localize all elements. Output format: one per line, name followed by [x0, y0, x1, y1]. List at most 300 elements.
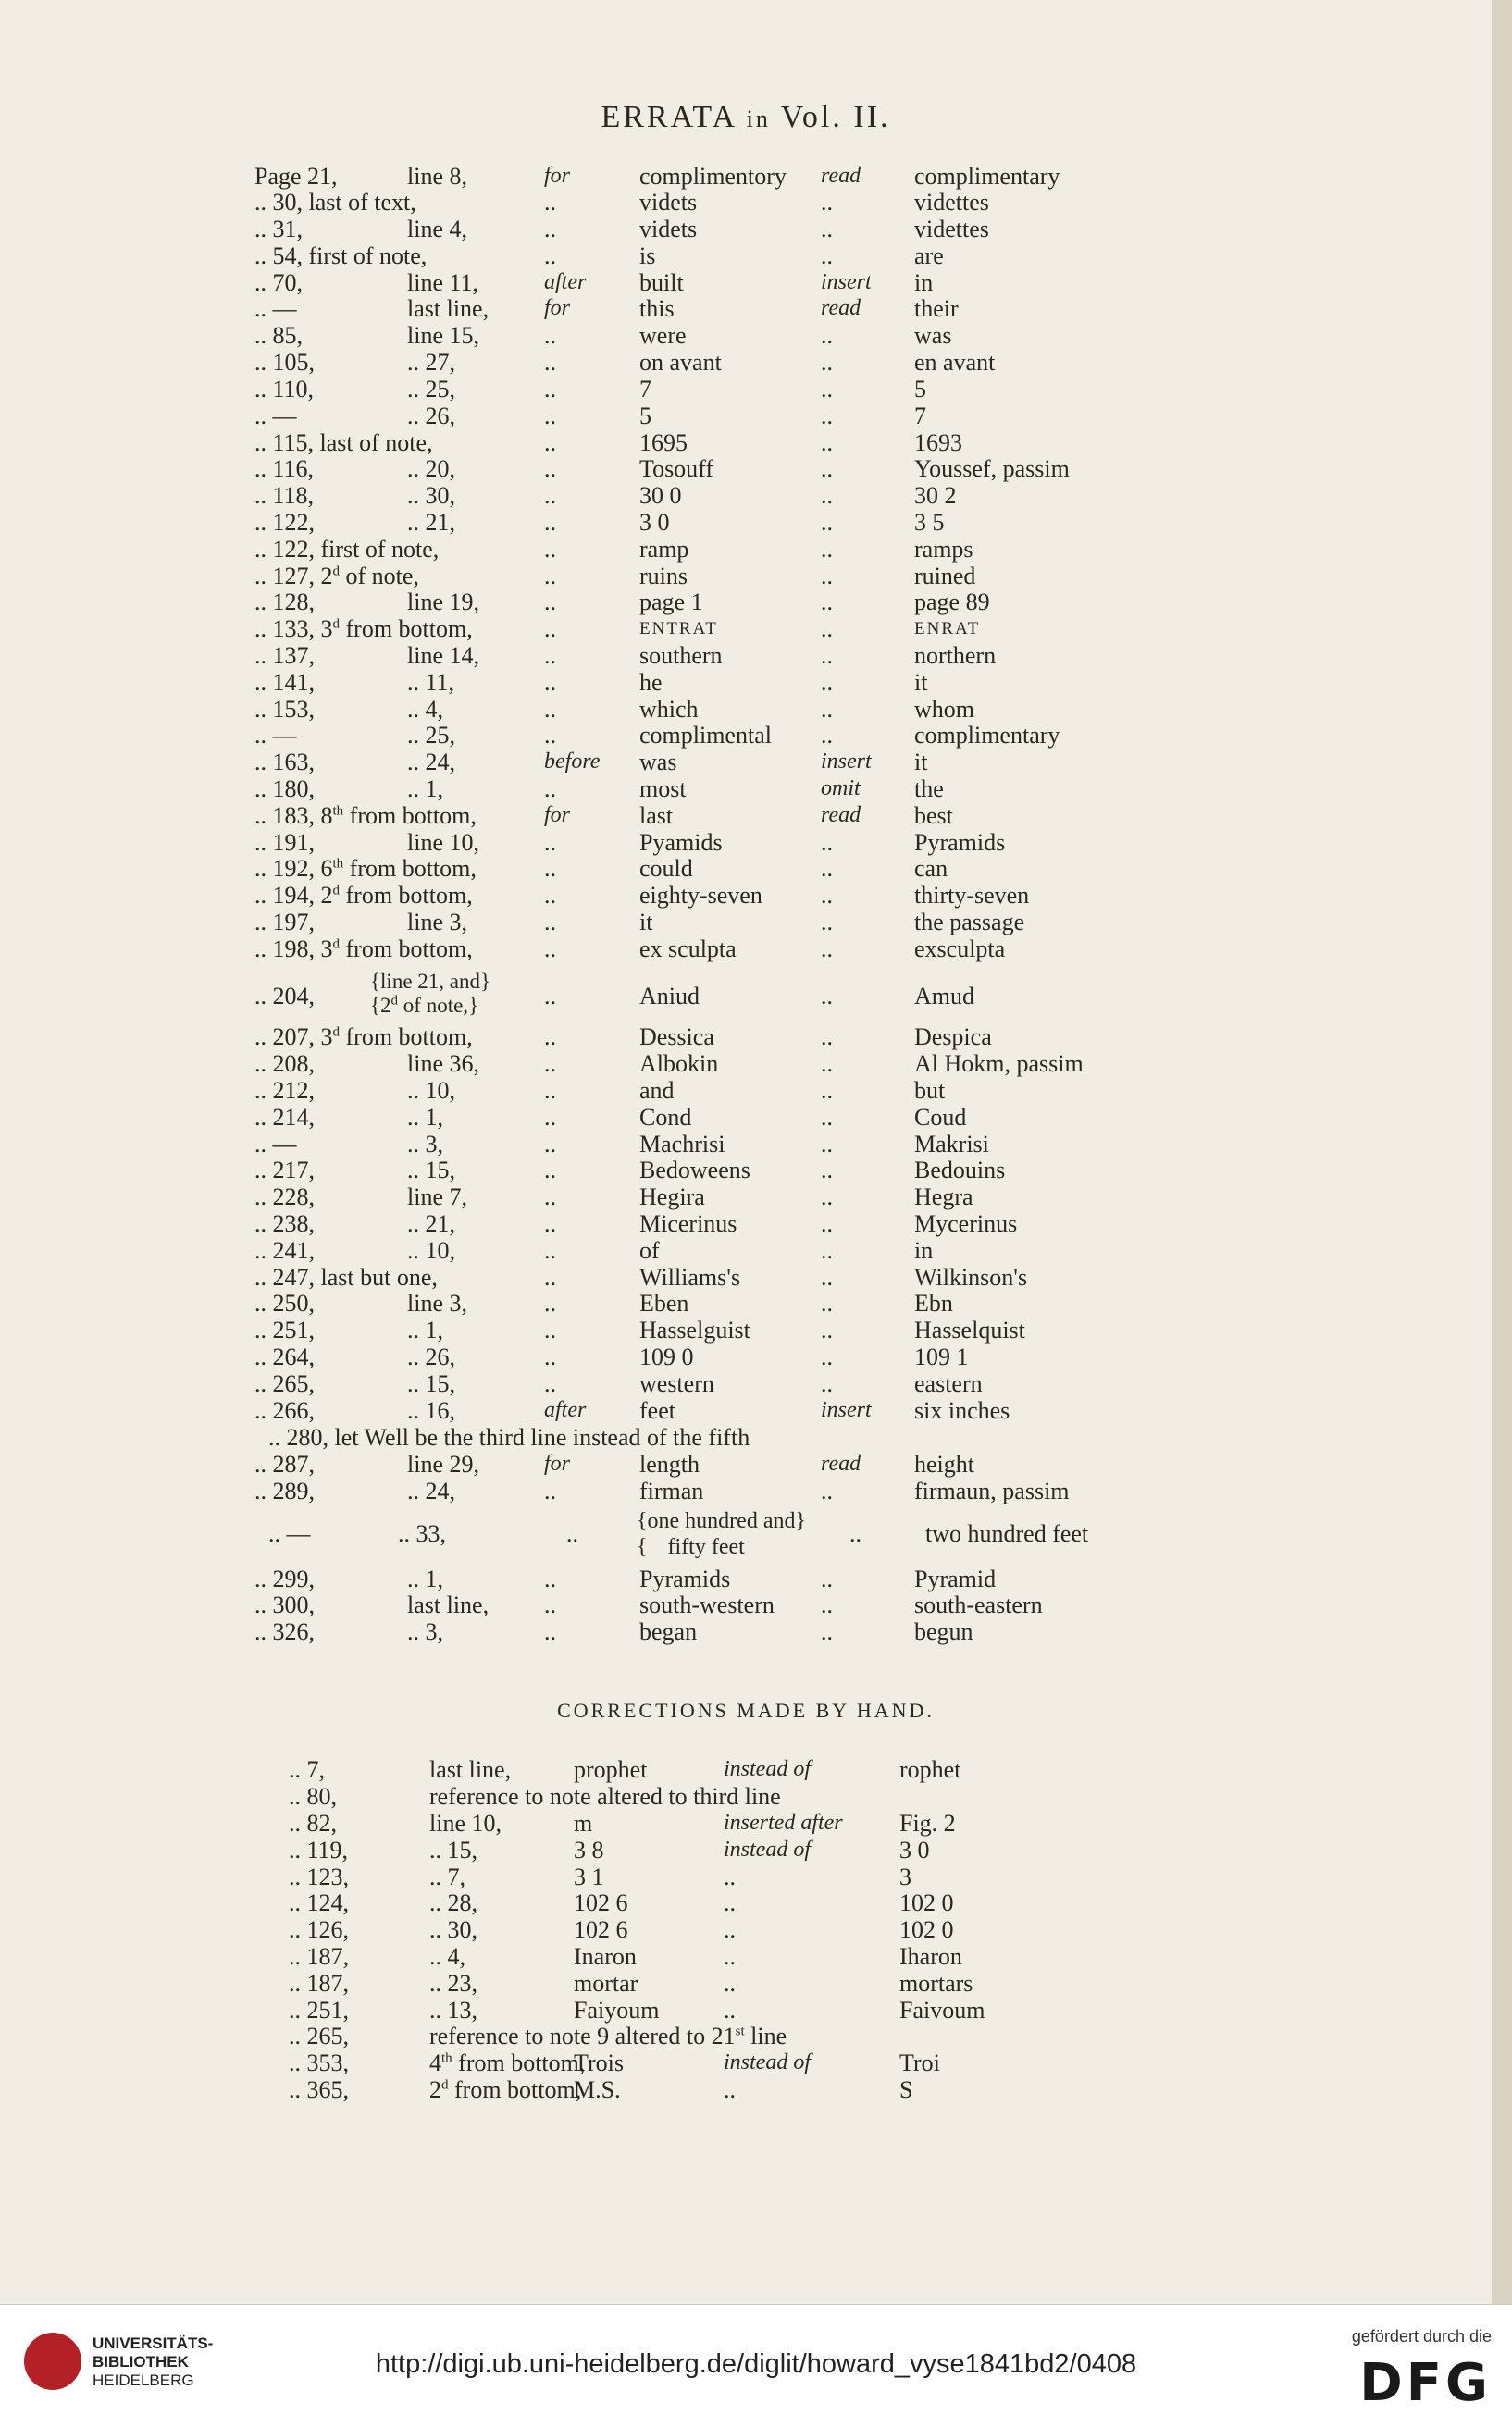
- cell-mode: ..: [821, 1131, 833, 1158]
- cell-correct: it: [914, 749, 928, 775]
- cell-cond: before: [544, 749, 601, 774]
- cell-wrong: Trois: [574, 2049, 624, 2076]
- cell-cond: ..: [544, 1344, 556, 1370]
- cell-correct: Faivoum: [899, 1997, 985, 2024]
- cell-page: .. 191,: [254, 829, 315, 856]
- cell-cond: ..: [544, 455, 556, 482]
- cell-page: .. 300,: [254, 1591, 315, 1618]
- cell-line: .. 10,: [407, 1237, 455, 1264]
- cell-wrong: Pyramids: [639, 1566, 731, 1592]
- cell-wrong: and: [639, 1077, 675, 1104]
- cell-wrong: it: [639, 909, 653, 935]
- cell-line: line 4,: [407, 216, 467, 242]
- cell-cond: ..: [544, 775, 556, 802]
- cell-mode: ..: [724, 1916, 736, 1943]
- cell-correct: Mycerinus: [914, 1210, 1018, 1237]
- cell-wrong: which: [639, 696, 699, 723]
- cell-wrong: of: [639, 1237, 660, 1264]
- cell-mode: ..: [821, 1591, 833, 1618]
- title-word: ERRATA: [601, 100, 737, 134]
- cell-correct: Pyramids: [914, 829, 1006, 856]
- cell-line: .. 25,: [407, 376, 455, 402]
- cell-cond: ..: [544, 189, 556, 216]
- cell-mode: ..: [821, 1050, 833, 1077]
- cell-page: .. —: [254, 1131, 297, 1158]
- cell-cond: for: [544, 803, 571, 827]
- cell-correct: 3: [899, 1864, 911, 1890]
- cell-wrong: southern: [639, 642, 723, 669]
- cell-line: .. 25,: [407, 722, 455, 749]
- cell-page: .. 105,: [254, 349, 315, 376]
- cell-cond: for: [544, 164, 571, 188]
- cell-mode: ..: [821, 615, 833, 642]
- cell-correct: videttes: [914, 216, 989, 242]
- cell-line: .. 7,: [429, 1864, 465, 1890]
- cell-page: .. 228,: [254, 1183, 315, 1210]
- cell-mode: ..: [821, 696, 833, 723]
- cell-mode: ..: [821, 855, 833, 882]
- brace-hundred-line2: fifty feet: [667, 1535, 745, 1559]
- cell-correct: Troi: [899, 2049, 940, 2076]
- cell-page: .. 119,: [289, 1837, 349, 1864]
- scan-edge: [1492, 0, 1512, 2304]
- cell-line: .. 13,: [429, 1997, 477, 2024]
- cell-line: line 14,: [407, 642, 479, 669]
- cell-wrong: Bedoweens: [639, 1157, 750, 1183]
- cell-line: .. 10,: [407, 1077, 455, 1104]
- title-in: in: [746, 105, 771, 132]
- cell-page: .. 124,: [289, 1889, 349, 1916]
- cell-line: .. 26,: [407, 402, 455, 429]
- cell-page: Page 21,: [254, 163, 338, 190]
- cell-line: .. 30,: [407, 482, 455, 509]
- cell-correct: videttes: [914, 189, 989, 216]
- cell-mode: ..: [821, 1290, 833, 1317]
- footer-bar: [0, 2304, 1512, 2427]
- cell-line: .. 27,: [407, 349, 455, 376]
- cell-correct: northern: [914, 642, 997, 669]
- cell-page: .. 266,: [254, 1397, 315, 1424]
- cell-page: .. —: [254, 402, 297, 429]
- brace-note-hundred: {one hundred and} { fifty feet: [637, 1509, 807, 1559]
- cell-wrong: complimental: [639, 722, 772, 749]
- cell-page: .. 192, 6th from bottom,: [254, 855, 477, 882]
- cell-cond: ..: [544, 1290, 556, 1317]
- cell-page: .. 110,: [254, 376, 315, 402]
- cell-page: .. 251,: [289, 1997, 349, 2024]
- cell-line: line 29,: [407, 1451, 479, 1478]
- cell-mode: ..: [821, 1317, 833, 1344]
- cell-correct: their: [914, 295, 959, 322]
- cell-wrong: 3 1: [574, 1864, 604, 1890]
- cell-page: .. 141,: [254, 669, 315, 696]
- cell-wrong: this: [639, 295, 675, 322]
- cell-mode: ..: [821, 983, 833, 1009]
- cell-page: .. 31,: [254, 216, 303, 242]
- cell-page: .. 204,: [254, 983, 315, 1009]
- cell-page: .. 126,: [289, 1916, 349, 1943]
- cell-cond: for: [544, 1452, 571, 1476]
- cell-mode: ..: [821, 1210, 833, 1237]
- cell-wrong: Machrisi: [639, 1131, 725, 1158]
- cell-correct: but: [914, 1077, 946, 1104]
- ub-line2: BIBLIOTHEK: [93, 2353, 189, 2371]
- cell-mode: ..: [821, 242, 833, 269]
- cell-correct: eastern: [914, 1370, 983, 1397]
- cell-wrong: south-western: [639, 1591, 775, 1618]
- cell-correct: en avant: [914, 349, 996, 376]
- cell-wrong: Williams's: [639, 1264, 741, 1291]
- cell-cond: ..: [544, 1131, 556, 1158]
- cell-cond: ..: [566, 1520, 578, 1547]
- cell-line: .. 15,: [429, 1837, 477, 1864]
- ub-line1: UNIVERSITÄTS-: [93, 2334, 214, 2352]
- cell-line: .. 1,: [407, 1104, 443, 1131]
- cell-cond: ..: [544, 1183, 556, 1210]
- cell-wrong: is: [639, 242, 656, 269]
- cell-correct: two hundred feet: [925, 1520, 1089, 1547]
- cell-correct: complimentary: [914, 722, 1060, 749]
- cell-mode: ..: [821, 349, 833, 376]
- cell-cond: ..: [544, 882, 556, 909]
- cell-mode: ..: [821, 1566, 833, 1592]
- brace-line2: 2$^d$ of note,: [380, 993, 469, 1017]
- cell-correct: Hegra: [914, 1183, 973, 1210]
- cell-page: .. 133, 3$^d$ from bottom,: [254, 615, 473, 642]
- corrections-title: CORRECTIONS MADE BY HAND.: [557, 1699, 935, 1722]
- cell-wrong: Tosouff: [639, 455, 714, 482]
- cell-wrong: m: [574, 1810, 593, 1837]
- cell-page: .. 30, last of text,: [254, 189, 416, 216]
- cell-line: line 7,: [407, 1183, 467, 1210]
- cell-wrong: mortar: [574, 1970, 638, 1997]
- cell-mode: ..: [821, 1264, 833, 1291]
- cell-correct: S: [899, 2076, 913, 2103]
- cell-mode: ..: [821, 909, 833, 935]
- cell-line: line 10,: [407, 829, 479, 856]
- cell-correct: 7: [914, 402, 926, 429]
- cell-page: .. 250,: [254, 1290, 315, 1317]
- cell-mode: read: [821, 1452, 861, 1476]
- brace-hundred-line1: one hundred and: [647, 1509, 796, 1533]
- cell-correct: whom: [914, 696, 974, 723]
- cell-mode: ..: [724, 1889, 736, 1916]
- cell-correct: 102 0: [899, 1916, 954, 1943]
- cell-cond: ..: [544, 563, 556, 589]
- cell-line: line 36,: [407, 1050, 479, 1077]
- cell-wrong: could: [639, 855, 693, 882]
- cell-mode: insert: [821, 749, 872, 774]
- cell-correct: ENRAT: [914, 619, 981, 638]
- cell-line: line 19,: [407, 588, 479, 615]
- cell-cond: ..: [544, 642, 556, 669]
- cell-correct: in: [914, 269, 934, 296]
- cell-page: .. 70,: [254, 269, 303, 296]
- cell-correct: 109 1: [914, 1344, 969, 1370]
- cell-mode: ..: [821, 1478, 833, 1504]
- cell-cond: ..: [544, 909, 556, 935]
- cell-page: .. 251,: [254, 1317, 315, 1344]
- cell-page: .. 265,: [289, 2023, 349, 2049]
- cell-wrong: ex sculpta: [639, 935, 737, 962]
- cell-wrong: was: [639, 749, 677, 775]
- cell-page: .. 299,: [254, 1566, 315, 1592]
- cell-page: .. —: [268, 1520, 311, 1547]
- cell-correct: 5: [914, 376, 926, 402]
- cell-mode: ..: [821, 322, 833, 349]
- cell-correct: 30 2: [914, 482, 957, 509]
- row-280-text: .. 280, let Well be the third line instead of the fifth: [268, 1424, 750, 1451]
- funding-note: gefördert durch die: [1351, 2327, 1492, 2346]
- cell-page: .. 122,: [254, 509, 315, 536]
- cell-mode: instead of: [724, 1838, 811, 1862]
- cell-mode: ..: [821, 455, 833, 482]
- cell-line: last line,: [407, 295, 490, 322]
- cell-wrong: eighty-seven: [639, 882, 762, 909]
- cell-line: .. 1,: [407, 1317, 443, 1344]
- cell-correct: 3 5: [914, 509, 945, 536]
- cell-cond: ..: [544, 1104, 556, 1131]
- cell-line: line 15,: [407, 322, 479, 349]
- cell-page: .. 137,: [254, 642, 315, 669]
- cell-line: .. 1,: [407, 775, 443, 802]
- cell-mode: insert: [821, 1398, 872, 1422]
- cell-mode: ..: [821, 402, 833, 429]
- cell-line: .. 3,: [407, 1618, 443, 1645]
- cell-page: .. 163,: [254, 749, 315, 775]
- cell-correct: page 89: [914, 588, 990, 615]
- cell-line: reference to note altered to third line: [429, 1783, 781, 1810]
- cell-page: .. 82,: [289, 1810, 337, 1837]
- cell-page: .. 212,: [254, 1077, 315, 1104]
- cell-page: .. 187,: [289, 1970, 349, 1997]
- cell-correct: Ebn: [914, 1290, 953, 1317]
- cell-wrong: 5: [639, 402, 651, 429]
- title-vol: Vol. II.: [780, 100, 891, 134]
- cell-page: .. 247, last but one,: [254, 1264, 438, 1291]
- cell-correct: firmaun, passim: [914, 1478, 1070, 1504]
- cell-wrong: were: [639, 322, 687, 349]
- cell-mode: ..: [821, 376, 833, 402]
- cell-page: .. 287,: [254, 1451, 315, 1478]
- cell-cond: ..: [544, 1023, 556, 1050]
- cell-mode: instead of: [724, 2050, 811, 2074]
- cell-line: .. 24,: [407, 1478, 455, 1504]
- cell-correct: the: [914, 775, 944, 802]
- cell-page: .. 194, 2$^d$ from bottom,: [254, 882, 473, 909]
- cell-mode: ..: [821, 1370, 833, 1397]
- cell-wrong: 1695: [639, 429, 688, 456]
- cell-wrong: 30 0: [639, 482, 682, 509]
- cell-line: .. 30,: [429, 1916, 477, 1943]
- cell-mode: ..: [821, 1183, 833, 1210]
- cell-wrong: Micerinus: [639, 1210, 737, 1237]
- cell-correct: 102 0: [899, 1889, 954, 1916]
- cell-cond: ..: [544, 402, 556, 429]
- cell-mode: read: [821, 296, 861, 320]
- cell-page: .. 265,: [254, 1370, 315, 1397]
- cell-wrong: Faiyoum: [574, 1997, 660, 2024]
- cell-mode: ..: [821, 1023, 833, 1050]
- cell-page: .. 127, 2$^d$ of note,: [254, 563, 419, 589]
- cell-line: line 3,: [407, 1290, 467, 1317]
- cell-line: .. 1,: [407, 1566, 443, 1592]
- cell-line: 2$^d$ from bottom,: [429, 2076, 582, 2103]
- cell-correct: begun: [914, 1618, 973, 1645]
- cell-page: .. 187,: [289, 1943, 349, 1970]
- cell-cond: ..: [544, 829, 556, 856]
- cell-correct: Bedouins: [914, 1157, 1006, 1183]
- cell-page: .. 207, 3$^d$ from bottom,: [254, 1023, 473, 1050]
- cell-mode: ..: [821, 189, 833, 216]
- cell-cond: after: [544, 270, 587, 294]
- cell-line: .. 20,: [407, 455, 455, 482]
- cell-mode: inserted after: [724, 1811, 843, 1835]
- cell-wrong: 109 0: [639, 1344, 694, 1370]
- cell-page: .. 183, 8th from bottom,: [254, 802, 477, 829]
- cell-mode: ..: [821, 1618, 833, 1645]
- cell-wrong: Hegira: [639, 1183, 705, 1210]
- cell-cond: ..: [544, 1077, 556, 1104]
- cell-wrong: Cond: [639, 1104, 692, 1131]
- cell-correct: the passage: [914, 909, 1025, 935]
- cell-line: .. 4,: [407, 696, 443, 723]
- cell-cond: ..: [544, 1478, 556, 1504]
- cell-line: reference to note 9 altered to 21st line: [429, 2023, 787, 2049]
- cell-line: .. 11,: [407, 669, 455, 696]
- cell-wrong: firman: [639, 1478, 704, 1504]
- cell-cond: ..: [544, 615, 556, 642]
- permalink-url[interactable]: http://digi.ub.uni-heidelberg.de/diglit/howard_vyse1841bd2/0408: [375, 2349, 1137, 2379]
- cell-cond: ..: [544, 1317, 556, 1344]
- cell-page: .. 118,: [254, 482, 315, 509]
- cell-cond: ..: [544, 1618, 556, 1645]
- cell-mode: ..: [849, 1520, 861, 1547]
- cell-cond: for: [544, 296, 571, 320]
- cell-line: 4th from bottom,: [429, 2049, 586, 2076]
- cell-line: .. 21,: [407, 509, 455, 536]
- cell-correct: complimentary: [914, 163, 1060, 190]
- cell-correct: south-eastern: [914, 1591, 1043, 1618]
- cell-line: line 11,: [407, 269, 479, 296]
- cell-cond: ..: [544, 322, 556, 349]
- cell-wrong: Inaron: [574, 1943, 637, 1970]
- cell-correct: Iharon: [899, 1943, 962, 1970]
- cell-page: .. 264,: [254, 1344, 315, 1370]
- cell-line: .. 24,: [407, 749, 455, 775]
- cell-line: .. 3,: [407, 1131, 443, 1158]
- cell-wrong: length: [639, 1451, 700, 1478]
- cell-cond: ..: [544, 1210, 556, 1237]
- cell-correct: Al Hokm, passim: [914, 1050, 1084, 1077]
- cell-cond: ..: [544, 1157, 556, 1183]
- cell-correct: it: [914, 669, 928, 696]
- cell-wrong: 7: [639, 376, 651, 402]
- cell-mode: ..: [821, 669, 833, 696]
- cell-wrong: Hasselguist: [639, 1317, 750, 1344]
- cell-mode: ..: [821, 563, 833, 589]
- cell-correct: height: [914, 1451, 974, 1478]
- cell-mode: read: [821, 164, 861, 188]
- cell-page: .. 217,: [254, 1157, 315, 1183]
- cell-correct: exsculpta: [914, 935, 1006, 962]
- cell-correct: Wilkinson's: [914, 1264, 1028, 1291]
- cell-correct: ruined: [914, 563, 976, 589]
- cell-page: .. 326,: [254, 1618, 315, 1645]
- cell-wrong: 3 0: [639, 509, 670, 536]
- cell-mode: ..: [821, 882, 833, 909]
- cell-wrong: began: [639, 1618, 698, 1645]
- cell-mode: ..: [821, 1104, 833, 1131]
- cell-cond: after: [544, 1398, 587, 1422]
- cell-cond: ..: [544, 216, 556, 242]
- cell-correct: in: [914, 1237, 934, 1264]
- cell-mode: read: [821, 803, 861, 827]
- cell-line: last line,: [429, 1756, 512, 1783]
- cell-cond: ..: [544, 696, 556, 723]
- cell-cond: ..: [544, 1566, 556, 1592]
- cell-mode: ..: [821, 216, 833, 242]
- cell-wrong: ramp: [639, 536, 689, 563]
- cell-mode: ..: [821, 536, 833, 563]
- cell-page: .. 353,: [289, 2049, 349, 2076]
- cell-page: .. 198, 3$^d$ from bottom,: [254, 935, 473, 962]
- cell-correct: are: [914, 242, 944, 269]
- cell-cond: ..: [544, 376, 556, 402]
- cell-page: .. 54, first of note,: [254, 242, 428, 269]
- cell-line: .. 4,: [429, 1943, 465, 1970]
- cell-correct: Youssef, passim: [914, 455, 1070, 482]
- cell-page: .. 115, last of note,: [254, 429, 433, 456]
- cell-mode: ..: [821, 642, 833, 669]
- cell-wrong: 102 6: [574, 1916, 628, 1943]
- cell-page: .. 123,: [289, 1864, 349, 1890]
- cell-mode: ..: [821, 1157, 833, 1183]
- cell-correct: 1693: [914, 429, 962, 456]
- cell-wrong: videts: [639, 216, 698, 242]
- cell-wrong: built: [639, 269, 684, 296]
- cell-page: .. 241,: [254, 1237, 315, 1264]
- cell-correct: mortars: [899, 1970, 973, 1997]
- cell-mode: insert: [821, 270, 872, 294]
- cell-line: .. 33,: [398, 1520, 446, 1547]
- cell-mode: ..: [724, 1997, 736, 2024]
- cell-wrong: he: [639, 669, 663, 696]
- cell-wrong: feet: [639, 1397, 675, 1424]
- cell-correct: was: [914, 322, 952, 349]
- cell-cond: ..: [544, 1264, 556, 1291]
- ub-line3: HEIDELBERG: [93, 2371, 194, 2389]
- cell-cond: ..: [544, 349, 556, 376]
- cell-mode: ..: [724, 1864, 736, 1890]
- cell-correct: 3 0: [899, 1837, 930, 1864]
- cell-page: .. 122, first of note,: [254, 536, 440, 563]
- cell-cond: ..: [544, 1591, 556, 1618]
- cell-correct: six inches: [914, 1397, 1010, 1424]
- cell-mode: ..: [821, 1344, 833, 1370]
- cell-page: .. 153,: [254, 696, 315, 723]
- cell-cond: ..: [544, 669, 556, 696]
- cell-cond: ..: [544, 588, 556, 615]
- cell-wrong: ENTRAT: [639, 619, 718, 638]
- cell-line: .. 15,: [407, 1157, 455, 1183]
- cell-cond: ..: [544, 242, 556, 269]
- cell-cond: ..: [544, 1050, 556, 1077]
- cell-cond: ..: [544, 935, 556, 962]
- cell-correct: Makrisi: [914, 1131, 989, 1158]
- cell-page: .. 365,: [289, 2076, 349, 2103]
- cell-page: .. 289,: [254, 1478, 315, 1504]
